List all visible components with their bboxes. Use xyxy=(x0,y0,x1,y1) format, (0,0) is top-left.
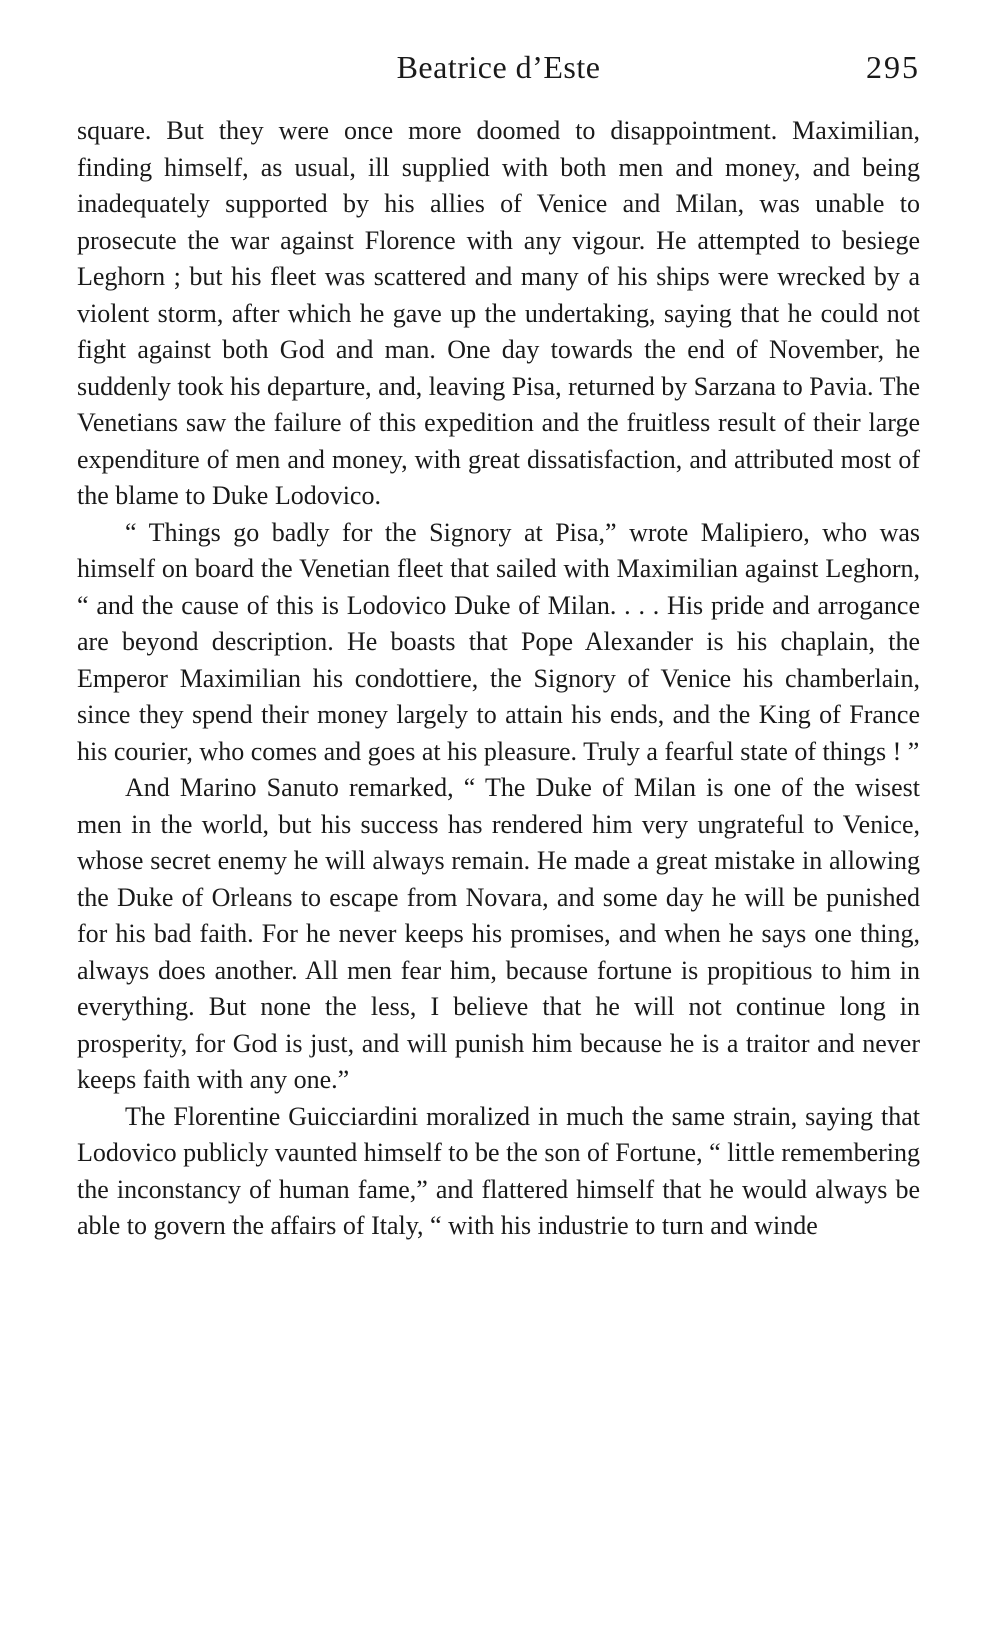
paragraph-continuation: square. But they were once more doomed to disappointment. Maximilian, finding himself, as usual, ill supplied with both men and money, and being inadequately supported by his allies of Venice and Milan, was unable to prosecute the war against Florence with any vigour. He attempted to besiege Leghorn ; but his fleet was scattered and many of his ships were wrecked by a violent storm, after which he gave up the undertaking, saying that he could not fight against both God and man. One day towards the end of November, he suddenly took his departure, and, leaving Pisa, returned by Sarzana to Pavia. The Venetians saw the failure of this expedition and the fruitless result of their large expenditure of men and money, with great dissatisfaction, and attributed most of the blame to Duke Lodovico. xyxy=(77,116,920,510)
paragraph-guicciardini: The Florentine Guicciardini moralized in much the same strain, saying that Lodovico publicly vaunted himself to be the son of Fortune, “ little remembering the inconstancy of human fame,” and flattered himself that he would always be able to govern the affairs of Italy, “ with his industrie to turn and winde xyxy=(77,1101,920,1240)
paragraph-sanuto-quote: And Marino Sanuto remarked, “ The Duke of Milan is one of the wisest men in the world, but his success has rendered him very ungrateful to Venice, whose secret enemy he will always remain. He made a great mistake in allowing the Duke of Orleans to escape from Novara, and some day he will be punished for his bad faith. For he never keeps his promises, and when he says one thing, always does another. All men fear him, because fortune is propitious to him in everything. But none the less, I believe that he will not continue long in prosperity, for God is just, and will punish him because he is a traitor and never keeps faith with any one.” xyxy=(77,773,920,1094)
running-head xyxy=(77,42,920,92)
body-text xyxy=(77,113,920,1245)
page-number: 295 xyxy=(866,49,920,85)
paragraph-malipiero-quote: “ Things go badly for the Signory at Pisa,” wrote Malipiero, who was himself on board the Venetian fleet that sailed with Maximilian against Leghorn, “ and the cause of this is Lodovico Duke of Milan. . . . His pride and arrogance are beyond description. He boasts that Pope Alexander is his chaplain, the Emperor Maximilian his condottiere, the Signory of Venice his chamberlain, since they spend their money largely to attain his ends, and the King of France his courier, who comes and goes at his pleasure. Truly a fearful state of things ! ” xyxy=(77,517,920,766)
running-title: Beatrice d’Este xyxy=(396,49,601,85)
